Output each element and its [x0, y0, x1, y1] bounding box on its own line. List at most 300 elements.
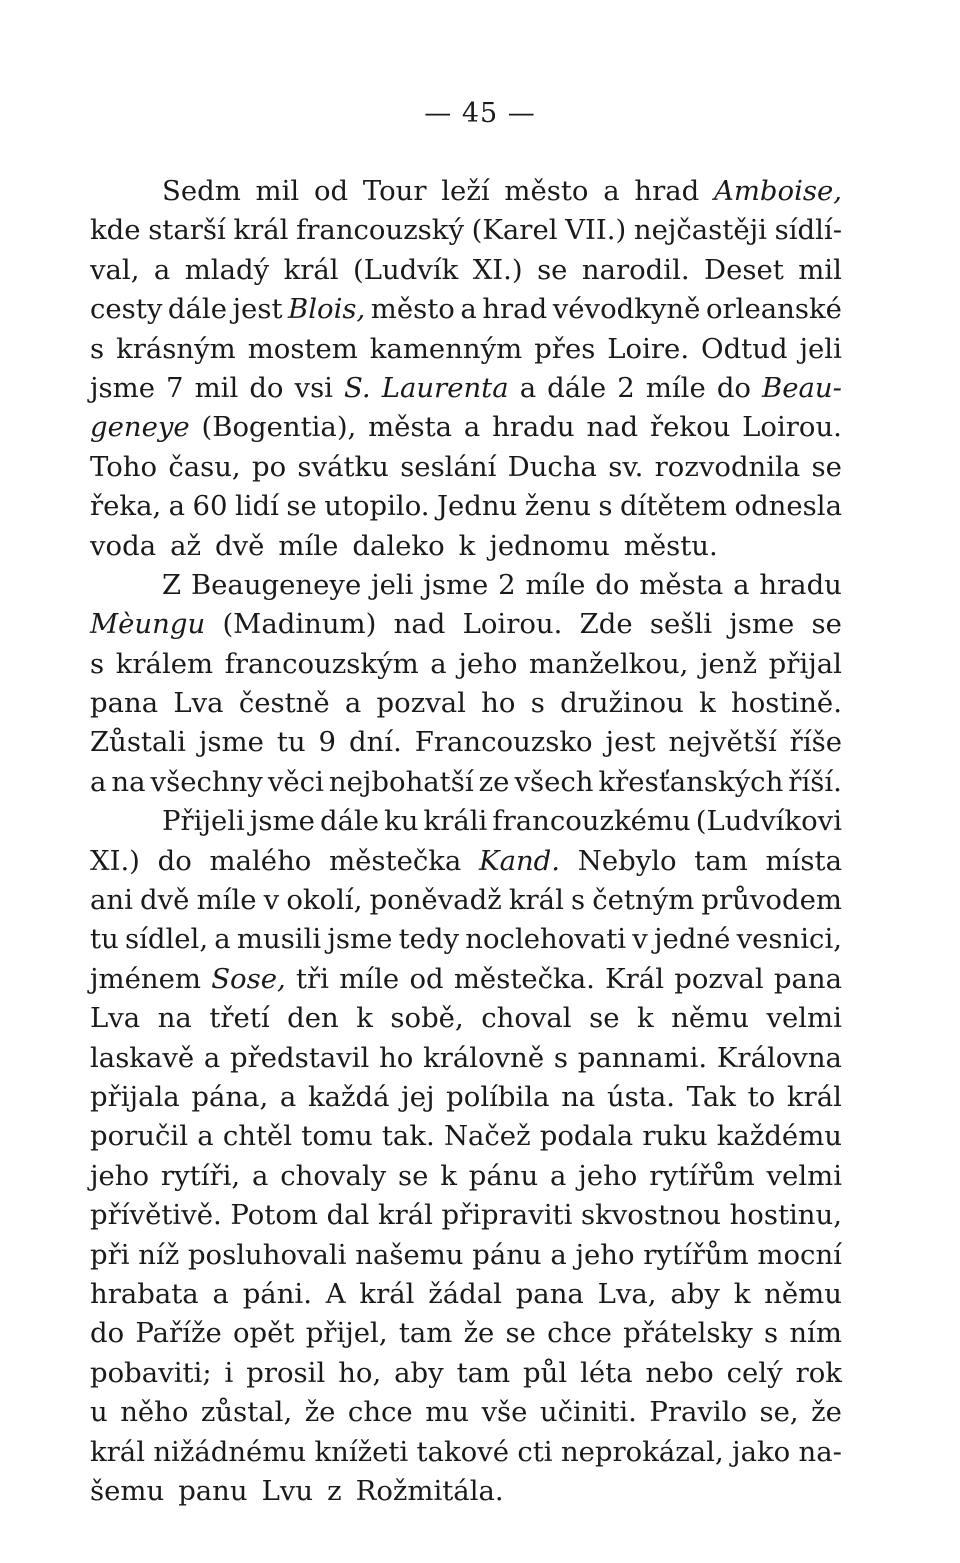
- word: Královna: [716, 1041, 842, 1074]
- word: sídlí-: [774, 214, 842, 247]
- word: 7: [166, 371, 184, 404]
- word: dítětem: [619, 490, 728, 523]
- word: král: [283, 253, 339, 286]
- word: vše: [481, 1396, 528, 1429]
- word: ze: [478, 765, 510, 798]
- word: a: [197, 1120, 214, 1153]
- word: každému: [716, 1120, 842, 1153]
- word: křesťanských: [598, 765, 784, 798]
- word: Beaugeneye: [190, 568, 362, 601]
- word: ho: [481, 687, 516, 720]
- word: město: [504, 175, 589, 207]
- word: jsme: [729, 608, 795, 641]
- word: jedné: [654, 923, 731, 956]
- word: 2: [617, 371, 635, 404]
- word: králem: [115, 647, 214, 680]
- word: král: [377, 1199, 433, 1232]
- word: mocní: [757, 1238, 842, 1271]
- word: představil: [230, 1041, 370, 1074]
- word: a: [153, 253, 171, 286]
- word: mostem: [247, 332, 358, 365]
- word: cti: [517, 1435, 553, 1468]
- word: městečka: [329, 844, 462, 877]
- word: celý: [726, 1356, 783, 1389]
- word: velmi: [766, 1002, 842, 1035]
- word: přes: [534, 332, 596, 365]
- word: připraviti: [441, 1199, 573, 1232]
- word: chce: [347, 1396, 413, 1429]
- word: val,: [90, 253, 140, 286]
- text-line: [90, 1354, 842, 1393]
- italic-word: Sose,: [211, 962, 286, 995]
- word: pozval: [674, 962, 764, 995]
- text-line: [90, 1314, 842, 1353]
- word: dní.: [348, 726, 402, 759]
- word: mil: [255, 175, 300, 207]
- word: a: [463, 411, 481, 444]
- text-line: [90, 1275, 842, 1314]
- text-line: [90, 172, 842, 211]
- word: hrad: [634, 175, 700, 207]
- word: ženu: [524, 490, 591, 523]
- word: noclehovati: [465, 923, 627, 956]
- word: jej: [401, 1080, 435, 1113]
- word: králi: [423, 805, 488, 838]
- word: rytířům: [643, 1238, 749, 1271]
- word: se: [537, 253, 568, 286]
- word: jako: [732, 1435, 791, 1468]
- word: jeli: [799, 332, 842, 365]
- word: Toho: [90, 450, 158, 483]
- word: pána,: [191, 1080, 269, 1113]
- word: průvodem: [701, 884, 842, 917]
- text-line: [90, 408, 842, 447]
- word: a: [344, 687, 362, 720]
- word: do: [90, 1317, 125, 1350]
- word: k: [699, 687, 716, 720]
- word: jednomu: [489, 529, 610, 562]
- body-text: [90, 172, 842, 1511]
- word: jest: [232, 293, 283, 326]
- word: půl: [523, 1356, 568, 1389]
- text-line: [90, 802, 842, 841]
- text-line: [90, 1433, 842, 1472]
- text-line: [90, 1039, 842, 1078]
- word: na: [157, 1002, 192, 1035]
- word: a: [550, 1159, 567, 1192]
- word: do: [595, 568, 630, 601]
- word: Potom: [230, 1199, 318, 1232]
- word: ním: [789, 1317, 842, 1350]
- text-line: [90, 1472, 842, 1511]
- word: ani: [90, 884, 133, 917]
- word: přijel,: [305, 1317, 388, 1350]
- word: velmi: [766, 1159, 842, 1192]
- text-line: [90, 723, 842, 762]
- word: do: [157, 844, 192, 877]
- word: jsme: [90, 371, 155, 404]
- word: s: [530, 687, 545, 720]
- word: k: [356, 1002, 373, 1035]
- word: město: [370, 293, 455, 326]
- word: francouzkému: [492, 805, 691, 838]
- word: tu: [90, 923, 119, 956]
- word: po: [251, 450, 287, 483]
- word: nad: [586, 411, 639, 444]
- word: seslání: [400, 450, 497, 483]
- word: choval: [481, 1002, 572, 1035]
- text-line: [90, 645, 842, 684]
- word: a: [214, 923, 231, 956]
- word: tam: [456, 1356, 511, 1389]
- word: rytířům: [649, 1159, 755, 1192]
- word: všech: [514, 765, 594, 798]
- word: jeli: [371, 568, 414, 601]
- text-line: [90, 920, 842, 959]
- word: se: [398, 1159, 429, 1192]
- word: král: [508, 884, 564, 917]
- word: s: [570, 884, 586, 917]
- word: a: [550, 1238, 567, 1271]
- word: něho: [120, 1396, 189, 1429]
- word: jménem: [90, 962, 201, 995]
- word: nad: [393, 608, 446, 641]
- word: času,: [168, 450, 241, 483]
- word: a: [519, 371, 537, 404]
- word: jeho: [575, 1238, 635, 1271]
- word: hrabata: [90, 1277, 199, 1310]
- word: mladý: [184, 253, 270, 286]
- word: rytíři,: [160, 1159, 241, 1192]
- italic-word: S.: [344, 371, 371, 404]
- word: utopilo.: [324, 490, 430, 523]
- text-line: [90, 1236, 842, 1275]
- word: a: [212, 1277, 229, 1310]
- word: rozvodnila: [654, 450, 801, 483]
- text-line: [90, 369, 842, 408]
- word: vesnici,: [736, 923, 842, 956]
- page-number: — 45 —: [424, 98, 536, 129]
- word: to: [747, 1080, 776, 1113]
- text-line: [90, 527, 842, 566]
- word: Tak: [686, 1080, 736, 1113]
- word: každá: [307, 1080, 390, 1113]
- word: mil: [194, 371, 239, 404]
- word: mu: [425, 1396, 469, 1429]
- word: míle: [196, 884, 257, 917]
- word: se: [286, 490, 317, 523]
- word: z: [327, 1474, 342, 1507]
- word: starší: [148, 214, 226, 247]
- word: Rožmitála.: [355, 1474, 504, 1507]
- word: jeho: [458, 647, 518, 680]
- word: se: [811, 450, 842, 483]
- word: (Bogentia),: [201, 411, 357, 444]
- text-line: [90, 960, 842, 999]
- word: se: [811, 608, 842, 641]
- word: hostinu,: [729, 1199, 842, 1232]
- text-line: [90, 1196, 842, 1235]
- word: místa: [765, 844, 842, 877]
- word: skvostnou: [580, 1199, 721, 1232]
- word: 60: [192, 490, 228, 523]
- word: tedy: [398, 923, 460, 956]
- word: chtěl: [222, 1120, 293, 1153]
- word: Odtud: [701, 332, 788, 365]
- text-line: [90, 763, 842, 802]
- text-line: [90, 290, 842, 329]
- word: nejčastěji: [633, 214, 767, 247]
- word: poněvadž: [369, 884, 502, 917]
- word: pana: [90, 687, 159, 720]
- word: k: [733, 1277, 751, 1310]
- word: míle: [278, 529, 339, 562]
- word: a: [603, 175, 620, 207]
- word: okolí,: [286, 884, 363, 917]
- word: nejbohatší: [328, 765, 474, 798]
- word: Paříže: [135, 1317, 222, 1350]
- word: pánu: [472, 1238, 542, 1271]
- text-line: [90, 448, 842, 487]
- word: chovaly: [280, 1159, 387, 1192]
- word: největší: [668, 726, 777, 759]
- word: dvě: [214, 529, 265, 562]
- word: hrad: [482, 293, 548, 326]
- word: dvě: [140, 884, 190, 917]
- word: 2: [498, 568, 516, 601]
- word: léta: [580, 1356, 633, 1389]
- word: že: [304, 1396, 336, 1429]
- italic-word: Kand.: [479, 844, 561, 877]
- word: cesty: [90, 293, 163, 326]
- word: hostině.: [730, 687, 842, 720]
- word: s: [598, 490, 613, 523]
- word: král: [90, 1435, 145, 1468]
- text-line: [90, 487, 842, 526]
- word: sešli: [649, 608, 713, 641]
- word: od: [313, 175, 349, 207]
- word: orleanské: [705, 293, 842, 326]
- word: se: [505, 1317, 536, 1350]
- word: (Madinum): [222, 608, 377, 641]
- word: Pravilo: [649, 1396, 748, 1429]
- word: poručil: [90, 1120, 189, 1153]
- word: městu.: [623, 529, 718, 562]
- word: rok: [795, 1356, 842, 1389]
- word: jenž: [700, 647, 758, 680]
- word: Francouzsko: [414, 726, 593, 759]
- word: mil: [798, 253, 842, 286]
- word: se: [589, 1002, 620, 1035]
- word: (Ludvíkovi: [695, 805, 842, 838]
- word: jsme: [249, 805, 315, 838]
- word: vsi: [294, 371, 333, 404]
- word: francouzským: [224, 647, 419, 680]
- word: Zde: [579, 608, 633, 641]
- word: den: [287, 1002, 339, 1035]
- word: ruku: [642, 1120, 708, 1153]
- text-line: [90, 1157, 842, 1196]
- word: žádal: [428, 1277, 502, 1310]
- word: pozval: [376, 687, 466, 720]
- word: chce: [547, 1317, 612, 1350]
- word: míle: [645, 371, 706, 404]
- word: voda: [90, 529, 157, 562]
- italic-word: Laurenta: [381, 371, 509, 404]
- word: Lva: [173, 687, 224, 720]
- word: hradu: [759, 568, 842, 601]
- word: krásným: [116, 332, 236, 365]
- word: sídlel,: [124, 923, 209, 956]
- word: v: [263, 884, 280, 917]
- word: vévodkyně: [552, 293, 701, 326]
- word: jsme: [327, 923, 393, 956]
- word: přátelsky: [623, 1317, 753, 1350]
- word: Lva,: [597, 1277, 657, 1310]
- word: a: [460, 293, 477, 326]
- italic-word: Mèungu: [90, 608, 206, 641]
- word: s: [553, 1041, 568, 1074]
- word: knížeti: [314, 1435, 409, 1468]
- word: němu: [764, 1277, 842, 1310]
- word: opět: [232, 1317, 295, 1350]
- word: na: [561, 1080, 596, 1113]
- word: Loire.: [607, 332, 690, 365]
- word: a: [733, 568, 750, 601]
- word: čestně: [238, 687, 330, 720]
- word: páni.: [242, 1277, 312, 1310]
- word: do: [716, 371, 751, 404]
- word: němu: [671, 1002, 749, 1035]
- word: laskavě: [90, 1041, 195, 1074]
- word: přívětivě.: [90, 1199, 222, 1232]
- word: na-: [798, 1435, 842, 1468]
- word: až: [170, 529, 201, 562]
- word: Tour: [362, 175, 427, 207]
- word: manželkou,: [529, 647, 689, 680]
- word: a: [203, 1041, 221, 1074]
- word: nebo: [645, 1356, 714, 1389]
- word: věci: [267, 765, 324, 798]
- text-line: [90, 684, 842, 723]
- word: dále: [547, 371, 607, 404]
- word: dále: [167, 293, 227, 326]
- word: tomu: [301, 1120, 373, 1153]
- word: pannami.: [577, 1041, 708, 1074]
- word: Loirou.: [742, 411, 842, 444]
- italic-word: Beau-: [762, 371, 842, 404]
- word: v: [632, 923, 648, 956]
- italic-word: Amboise,: [713, 175, 842, 207]
- word: níž: [138, 1238, 180, 1271]
- word: královně: [423, 1041, 545, 1074]
- word: přijala: [90, 1080, 180, 1113]
- word: a: [251, 1159, 269, 1192]
- word: k: [458, 529, 476, 562]
- word: Z: [162, 568, 182, 601]
- word: města: [368, 411, 453, 444]
- word: ho,: [338, 1356, 382, 1389]
- italic-word: geneye: [90, 411, 190, 444]
- word: řeka,: [90, 490, 162, 523]
- word: tam: [694, 844, 748, 877]
- word: neprokázal,: [560, 1435, 724, 1468]
- word: dal: [326, 1199, 370, 1232]
- word: kamenným: [369, 332, 523, 365]
- word: míle: [525, 568, 586, 601]
- word: četným: [592, 884, 695, 917]
- word: že: [811, 1396, 842, 1429]
- word: říší.: [788, 765, 842, 798]
- word: VII.): [565, 214, 627, 247]
- word: král: [786, 1080, 842, 1113]
- text-line: [90, 1078, 842, 1117]
- word: a: [430, 647, 447, 680]
- word: francouzský: [296, 214, 464, 247]
- word: a: [279, 1080, 297, 1113]
- word: tam: [398, 1317, 453, 1350]
- word: hradu: [492, 411, 575, 444]
- word: s: [90, 332, 105, 365]
- word: 9: [318, 726, 337, 759]
- word: Král: [605, 962, 664, 995]
- word: do: [249, 371, 284, 404]
- word: města: [639, 568, 724, 601]
- word: i: [224, 1356, 234, 1389]
- word: narodil.: [581, 253, 690, 286]
- word: jest: [605, 726, 656, 759]
- word: tu: [276, 726, 306, 759]
- text-line: [90, 330, 842, 369]
- word: Loirou.: [462, 608, 563, 641]
- word: Lva: [90, 1002, 141, 1035]
- word: na: [111, 765, 146, 798]
- word: tři: [295, 962, 329, 995]
- word: Deset: [704, 253, 784, 286]
- word: posluhovali: [187, 1238, 347, 1271]
- word: musili: [236, 923, 322, 956]
- word: pana: [773, 962, 842, 995]
- word: k: [440, 1159, 457, 1192]
- word: jeho: [90, 1159, 150, 1192]
- word: nižádnému: [153, 1435, 307, 1468]
- word: XI.): [472, 253, 523, 286]
- word: aby: [670, 1277, 720, 1310]
- word: jsme: [198, 726, 264, 759]
- text-line: [90, 842, 842, 881]
- word: (Ludvík: [352, 253, 459, 286]
- word: u: [90, 1396, 108, 1429]
- word: říše: [789, 726, 842, 759]
- text-line: [90, 605, 842, 644]
- word: a: [90, 765, 107, 798]
- word: zůstal,: [200, 1396, 293, 1429]
- word: k: [637, 1002, 654, 1035]
- word: se,: [759, 1396, 799, 1429]
- word: našemu: [355, 1238, 464, 1271]
- word: pánu: [468, 1159, 539, 1192]
- word: a: [168, 490, 186, 523]
- text-line: [90, 999, 842, 1038]
- word: král: [233, 214, 289, 247]
- word: políbila: [446, 1080, 550, 1113]
- word: podala: [539, 1120, 634, 1153]
- word: odnesla: [734, 490, 842, 523]
- word: (Karel: [471, 214, 558, 247]
- word: že: [463, 1317, 495, 1350]
- word: všechny: [150, 765, 263, 798]
- word: takové: [416, 1435, 510, 1468]
